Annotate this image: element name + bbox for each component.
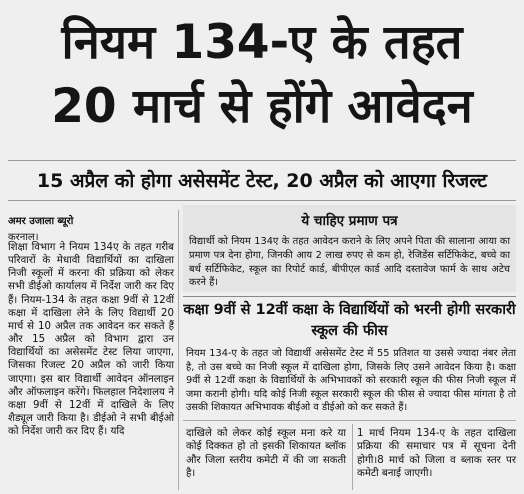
left-column: [8, 241, 174, 438]
headline-divider: [8, 160, 516, 161]
documents-box-title: ये चाहिए प्रमाण पत्र: [301, 213, 398, 229]
dateline: करनाल।: [8, 232, 39, 243]
section-divider: [183, 296, 516, 297]
documents-box: [183, 205, 516, 292]
byline: अमर उजाला ब्यूरो: [8, 216, 74, 227]
left-column-text: शिक्षा विभाग ने नियम 134ए के तहत गरीब परिवारों के मेधावी विद्यार्थियों का दाखिला निजी स्कूलों में करना की प्रक्रिया को लेकर सभी डीईओ कार्यालय में निर्देश जारी कर दिए हैं। नियम-134 के तहत कक्षा 9वीं से 12वीं कक्षा में दाखिला लेने के लिए विद्यार्थी 20 मार्च से 10 अप्रैल तक आवेदन कर सकते हैं और 15 अप्रैल को विभाग द्वारा उन विद्यार्थियों का असेसमेंट टेस्ट लिया जाएगा, जिसका रिजल्ट 20 अप्रैल को जारी किया जाएगा। इस बार विद्यार्थी आवेदन ऑनलाइन और ऑफलाइन करेंगे। फिलहाल निदेशालय ने कक्षा 9वीं से 12वीं में दाखिले के लिए शैड्यूल जारी किया है। डीईओ ने सभी बीईओ को निर्देश जारी कर दिए हैं। यदि: [8, 242, 174, 438]
headline-line-1: नियम 134-ए के तहत: [61, 15, 463, 70]
headline-line-2: 20 मार्च से होंगे आवेदन: [51, 79, 473, 134]
subheadline-divider: [8, 200, 516, 201]
complaint-column-text: दाखिले को लेकर कोई स्कूल मना करे या कोई दिक्कत हो तो इसकी शिकायत ब्लॉक और जिला स्तरीय कमेटी में की जा सकती है।: [186, 428, 346, 480]
fees-section-text: नियम 134-ए के तहत जो विद्यार्थी असेसमेंट टेस्ट में 55 प्रतिशत या उससे ज्यादा नंबर लेता है, तो उस बच्चे का निजी स्कूल में दाखिला होगा, जिसके लिए उसने आवेदन किया है। कक्षा 9वीं से 12वीं कक्षा के विद्यार्थियों के अभिभावकों को सरकारी स्कूल की फीस निजी स्कूल में जमा करानी होगी। यदि कोई निजी स्कूल सरकारी स्कूल की फीस से ज्यादा फीस मांगता है तो उसकी शिकायत अभिभावक बीईओ व डीईओ को कर सकते हैं।: [186, 348, 517, 413]
bottom-divider: [183, 420, 516, 421]
documents-box-text: विद्यार्थी को नियम 134ए के तहत आवेदन कराने के लिए अपने पिता की सालाना आया का प्रमाण पत्र देना होगा, जिनकी आय 2 लाख रुपए से कम हो, रेजिडेंस सर्टिफिकेट, बच्चे का बर्थ सर्टिफिकेट, स्कूल का रिपोर्ट कार्ड, बीपीएल कार्ड आदि दस्तावेज फार्म के साथ अटेच करने हैं।: [189, 236, 510, 289]
bottom-column-divider: [352, 424, 353, 490]
fees-section-title: कक्षा 9वीं से 12वीं कक्षा के विद्यार्थियों को भरनी होगी सरकारी स्कूल की फीस: [183, 302, 516, 339]
column-divider: [178, 210, 179, 490]
schedule-column-text: 1 मार्च नियम 134-ए के तहत दाखिला प्रक्रिया की समाचार पत्र में सूचना देनी होगी।8 मार्च को जिला व ब्लाक स्तर पर कमेटी बनाई जाएगी।: [357, 428, 516, 480]
subheadline: 15 अप्रैल को होगा असेसमेंट टेस्ट, 20 अप्रैल को आएगा रिजल्ट: [36, 170, 488, 192]
